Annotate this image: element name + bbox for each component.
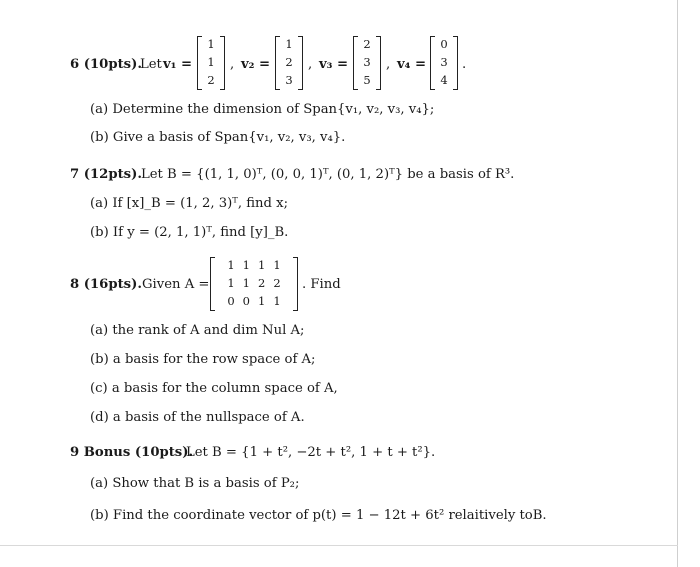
matrix-entry: 2: [273, 276, 281, 291]
v3-entry: 3: [363, 55, 371, 70]
problem-9a: (a) Show that B is a basis of P₂;: [90, 476, 300, 491]
matrix-entry: 0: [242, 294, 250, 309]
problem-6-label: 6 (10pts).: [70, 57, 142, 72]
problem-7-text: Let B = {(1, 1, 0)ᵀ, (0, 0, 1)ᵀ, (0, 1, 2)ᵀ} be a basis of R³.: [141, 167, 515, 182]
matrix-A: [210, 257, 298, 311]
matrix-entry: 1: [258, 294, 266, 309]
page-edge-right: [677, 0, 678, 567]
v2-entry: 1: [285, 37, 293, 52]
problem-9-label: 9 Bonus (10pts).: [70, 445, 194, 460]
v3-name: v₃ =: [319, 57, 349, 72]
matrix-entry: 1: [242, 258, 250, 273]
matrix-row: [227, 260, 280, 272]
problem-8c: (c) a basis for the column space of A,: [90, 381, 338, 396]
matrix-entry: 1: [273, 258, 281, 273]
problem-9-text: Let B = {1 + t², −2t + t², 1 + t + t²}.: [186, 445, 436, 460]
matrix-entry: 1: [242, 276, 250, 291]
problem-6a: (a) Determine the dimension of Span{v₁, v₂, v₃, v₄};: [90, 102, 435, 117]
vector-v4: [430, 36, 458, 90]
comma: ,: [386, 57, 391, 72]
v3-entry: 5: [363, 73, 371, 88]
matrix-entry: 1: [273, 294, 281, 309]
problem-8b: (b) a basis for the row space of A;: [90, 352, 316, 367]
v4-entry: 4: [440, 73, 448, 88]
matrix-entry: 1: [227, 276, 235, 291]
matrix-entry: 1: [227, 258, 235, 273]
v1-entry: 1: [207, 37, 215, 52]
problem-6-let: Let: [140, 57, 162, 72]
problem-9b: (b) Find the coordinate vector of p(t) = 1 − 12t + 6t² relaitively toB.: [90, 508, 547, 523]
v3-entry: 2: [363, 37, 371, 52]
comma: ,: [230, 57, 235, 72]
v1-entry: 2: [207, 73, 215, 88]
v4-entry: 3: [440, 55, 448, 70]
v4-name: v₄ =: [397, 57, 427, 72]
vector-v1: [197, 36, 225, 90]
problem-8a: (a) the rank of A and dim Nul A;: [90, 323, 305, 338]
matrix-row: [227, 296, 280, 308]
problem-7a: (a) If [x]_B = (1, 2, 3)ᵀ, find x;: [90, 196, 289, 211]
v2-entry: 2: [285, 55, 293, 70]
matrix-entry: 1: [258, 258, 266, 273]
page-edge-bottom: [0, 545, 678, 546]
problem-8-find: . Find: [302, 277, 341, 292]
period: .: [462, 57, 467, 72]
vector-v2: [275, 36, 303, 90]
problem-8-label: 8 (16pts).: [70, 277, 142, 292]
matrix-entry: 2: [258, 276, 266, 291]
problem-8-given: Given A =: [142, 277, 210, 292]
v2-name: v₂ =: [241, 57, 271, 72]
v4-entry: 0: [440, 37, 448, 52]
problem-6b: (b) Give a basis of Span{v₁, v₂, v₃, v₄}.: [90, 130, 346, 145]
vector-v3: [353, 36, 381, 90]
problem-8d: (d) a basis of the nullspace of A.: [90, 410, 305, 425]
comma: ,: [308, 57, 313, 72]
problem-7b: (b) If y = (2, 1, 1)ᵀ, find [y]_B.: [90, 225, 289, 240]
matrix-row: [227, 278, 280, 290]
matrix-entry: 0: [227, 294, 235, 309]
problem-7-label: 7 (12pts).: [70, 167, 142, 182]
v1-name: v₁ =: [163, 57, 193, 72]
v1-entry: 1: [207, 55, 215, 70]
v2-entry: 3: [285, 73, 293, 88]
